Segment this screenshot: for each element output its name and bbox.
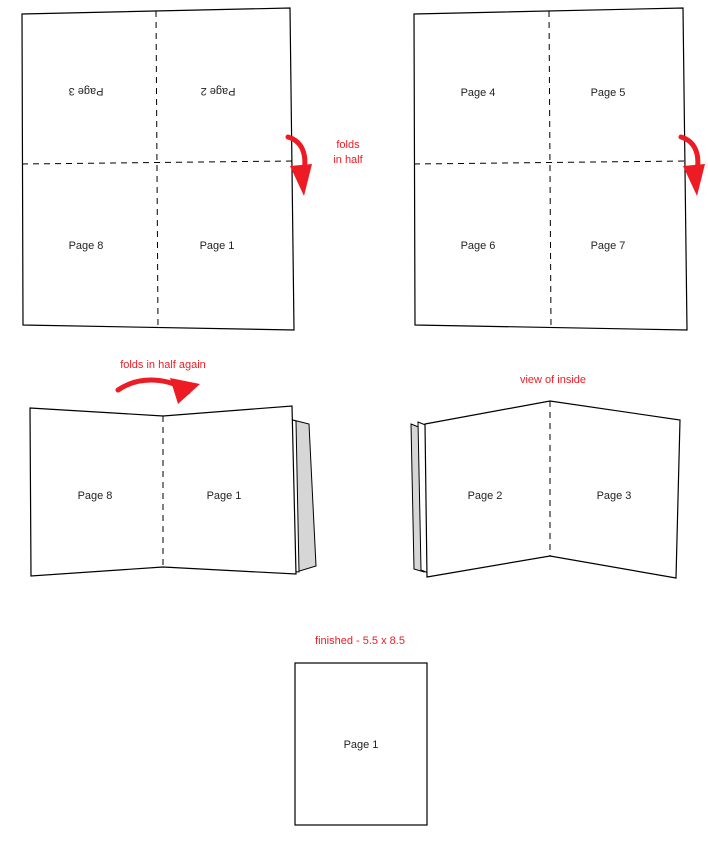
annotation-folds-in-half-line1: folds <box>336 139 360 152</box>
page-label-page3: Page 3 <box>68 85 104 97</box>
page-label-page5: Page 5 <box>590 87 626 99</box>
annotation-view-of-inside: view of inside <box>519 374 587 387</box>
page-label-inside-page3: Page 3 <box>596 490 632 502</box>
annotation-folds-in-half-again: folds in half again <box>120 359 206 372</box>
front-sheet-shape <box>22 8 294 330</box>
page-label-page8: Page 8 <box>68 240 104 252</box>
annotation-folds-in-half-line2: in half <box>333 154 363 167</box>
inside-view-shape <box>411 401 680 578</box>
page-label-folded-page1: Page 1 <box>206 490 242 502</box>
page-label-page1: Page 1 <box>199 240 235 252</box>
back-sheet-shape <box>414 8 687 330</box>
page-label-finished-page1: Page 1 <box>343 739 379 751</box>
page-label-page4: Page 4 <box>460 87 496 99</box>
page-label-inside-page2: Page 2 <box>467 490 503 502</box>
page-label-page2: Page 2 <box>200 85 236 97</box>
page-label-page6: Page 6 <box>460 240 496 252</box>
folded-once-shape <box>30 406 316 576</box>
fold-arrow-3 <box>118 378 200 404</box>
page-label-page7: Page 7 <box>590 240 626 252</box>
annotation-finished-size: finished - 5.5 x 8.5 <box>315 635 405 648</box>
page-label-folded-page8: Page 8 <box>77 490 113 502</box>
